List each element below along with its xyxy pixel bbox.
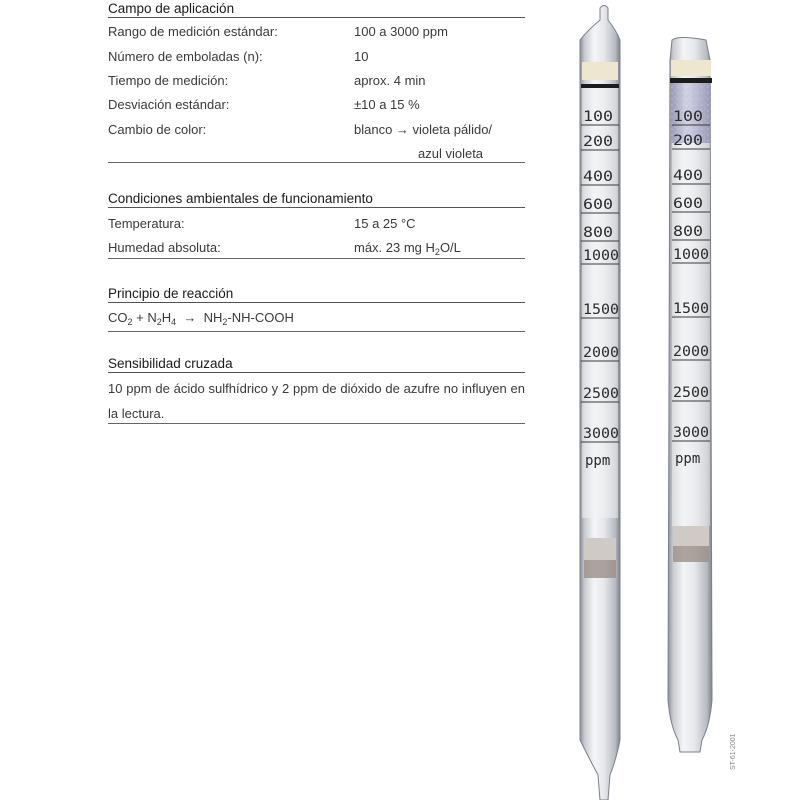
scale-label: 200 (673, 133, 703, 149)
spec-value: ±10 a 15 % (354, 97, 420, 112)
image-code: ST-61-2001 (730, 733, 737, 770)
scale-label: 400 (583, 169, 613, 185)
spec-value: 10 (354, 49, 369, 64)
spec-value: azul violeta (418, 146, 484, 161)
scale-label: 2500 (583, 386, 619, 402)
scale-label: 3000 (673, 425, 709, 441)
spec-value: blanco → violeta pálido/ (354, 122, 493, 137)
reaction-equation: $CO_2 + N_2H_4$ → $NH_2-NH$-COOH (108, 310, 294, 327)
spec-label: Rango de medición estándar: (108, 24, 278, 39)
scale-label: 800 (583, 225, 613, 241)
scale-label: 100 (673, 109, 703, 125)
scale-label: 3000 (583, 426, 619, 442)
condition-label: Humedad absoluta: (108, 240, 221, 255)
scale-label: 2000 (673, 344, 709, 360)
scale-label: 100 (583, 109, 613, 125)
condition-value: máx. 23 mg $H_2O/L$ (354, 240, 461, 257)
spec-label: Desviación estándar: (108, 97, 230, 112)
detector-tubes-image (560, 0, 740, 800)
spec-label: Cambio de color: (108, 122, 207, 137)
cross-sensitivity-text: 10 ppm de ácido sulfhídrico y 2 ppm de dióxido de azufre no influyen en la lectura. (108, 381, 525, 421)
application-title: Campo de aplicación (108, 1, 525, 18)
spec-value: 100 a 3000 ppm (354, 24, 448, 39)
divider (108, 162, 525, 163)
scale-unit: ppm (585, 453, 611, 469)
divider (108, 258, 525, 259)
cross-sensitivity-title: Sensibilidad cruzada (108, 356, 525, 373)
condition-label: Temperatura: (108, 216, 185, 231)
scale-label: 200 (583, 134, 613, 150)
scale-label: 1500 (673, 301, 709, 317)
conditions-title: Condiciones ambientales de funcionamiento (108, 191, 525, 208)
scale-label: 1500 (583, 302, 619, 318)
divider (108, 423, 525, 424)
scale-label: 1000 (583, 248, 619, 264)
scale-unit: ppm (675, 451, 701, 467)
condition-value: 15 a 25 °C (354, 216, 416, 231)
detector-tube-left (580, 6, 620, 800)
scale-label: 2000 (583, 345, 619, 361)
spec-label: Número de emboladas (n): (108, 49, 263, 64)
scale-label: 800 (673, 224, 703, 240)
divider (108, 331, 525, 332)
scale-label: 600 (673, 196, 703, 212)
reaction-title: Principio de reacción (108, 286, 525, 303)
scale-label: 400 (673, 168, 703, 184)
spec-value: aprox. 4 min (354, 73, 426, 88)
detector-tube-right (668, 38, 712, 753)
spec-label: Tiempo de medición: (108, 73, 229, 88)
scale-label: 1000 (673, 247, 709, 263)
scale-label: 2500 (673, 385, 709, 401)
scale-label: 600 (583, 197, 613, 213)
